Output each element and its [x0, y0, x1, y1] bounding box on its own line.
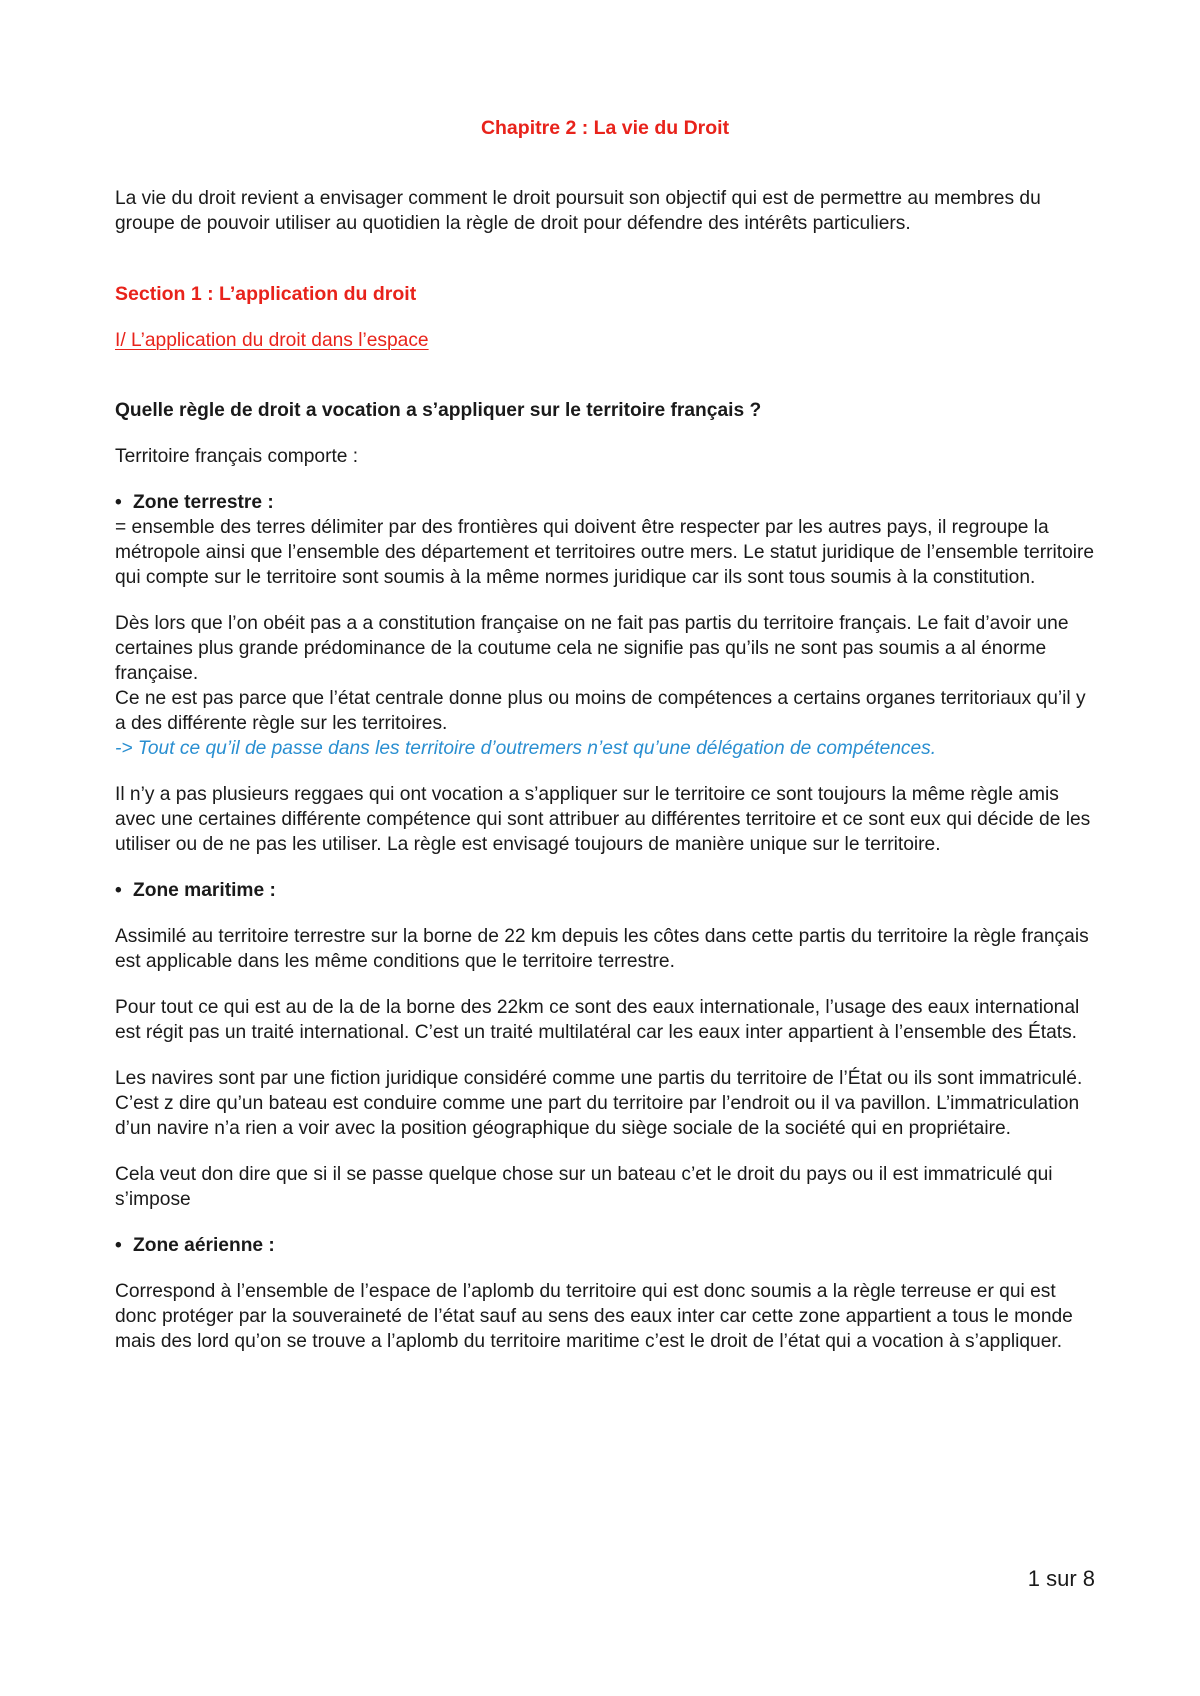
- zone-aerienne-title: Zone aérienne :: [133, 1235, 275, 1256]
- zone-aerienne-heading: [115, 1233, 1095, 1258]
- zone-terrestre-paragraph-1: = ensemble des terres délimiter par des frontières qui doivent être respecter par les autres pays, il regroupe la métropole ainsi que l’ensemble des département et territoires outre mers. Le statut juridique de l’ensemble territoire qui compte sur le territoire sont soumis à la même normes juridique car ils sont tous soumis à la constitution.: [115, 517, 1095, 588]
- question-heading: Quelle règle de droit a vocation a s’appliquer sur le territoire français ?: [115, 400, 762, 421]
- page-content: [115, 116, 1095, 1354]
- bullet-icon: •: [115, 1235, 122, 1256]
- bullet-icon: •: [115, 880, 122, 901]
- zone-terrestre-heading: [115, 490, 1095, 515]
- zone-maritime-heading: [115, 878, 1095, 903]
- zone-maritime-title: Zone maritime :: [133, 880, 276, 901]
- subsection-title: I/ L’application du droit dans l’espace: [115, 330, 429, 351]
- zone-maritime-paragraph-2: Pour tout ce qui est au de la de la borne des 22km ce sont des eaux internationale, l’usage des eaux international est régit pas un traité international. C’est un traité multilatéral car les eaux inter appartient à l’ensemble des États.: [115, 997, 1080, 1043]
- zone-maritime-paragraph-4: Cela veut don dire que si il se passe quelque chose sur un bateau c’et le droit du pays ou il est immatriculé qui s’impose: [115, 1164, 1053, 1210]
- zone-maritime-paragraph-3: Les navires sont par une fiction juridique considéré comme une partis du territoire de l’État ou ils sont immatriculé. C’est z dire qu’un bateau est conduire comme une part du territoire par l’endroit ou il va pavillon. L’immatriculation d’un navire n’a rien a voir avec la position géographique du siège sociale de la société qui en propriétaire.: [115, 1068, 1083, 1139]
- zone-terrestre-paragraph-2b: Ce ne est pas parce que l’état centrale donne plus ou moins de compétences a certains organes territoriaux qu’il y a des différente règle sur les territoires.: [115, 688, 1086, 734]
- territory-intro: Territoire français comporte :: [115, 446, 359, 467]
- zone-terrestre-title: Zone terrestre :: [133, 492, 274, 513]
- chapter-title: Chapitre 2 : La vie du Droit: [480, 117, 730, 139]
- zone-aerienne-paragraph-1: Correspond à l’ensemble de l’espace de l’aplomb du territoire qui est donc soumis a la règle terreuse er qui est donc protéger par la souveraineté de l’état sauf au sens des eaux inter car cette zone appartient a tous le monde mais des lord qu’on se trouve a l’aplomb du territoire maritime c’est le droit de l’état qui a vocation à s’appliquer.: [115, 1281, 1073, 1352]
- zone-terrestre-paragraph-3: Il n’y a pas plusieurs reggaes qui ont vocation a s’appliquer sur le territoire ce sont toujours la même règle amis avec une certaines différente compétence qui sont attribuer au différentes territoire et ce sont eux qui décide de les utiliser ou de ne pas les utiliser. La règle est envisagé toujours de manière unique sur le territoire.: [115, 784, 1091, 855]
- zone-maritime-paragraph-1: Assimilé au territoire terrestre sur la borne de 22 km depuis les côtes dans cette partis du territoire la règle français est applicable dans les même conditions que le territoire terrestre.: [115, 926, 1089, 972]
- page-number: 1 sur 8: [1027, 1566, 1095, 1591]
- intro-paragraph: La vie du droit revient a envisager comment le droit poursuit son objectif qui est de permettre au membres du groupe de pouvoir utiliser au quotidien la règle de droit pour défendre des intérêts particuliers.: [115, 188, 1041, 234]
- section-title: Section 1 : L’application du droit: [115, 283, 417, 305]
- bullet-icon: •: [115, 492, 122, 513]
- zone-terrestre-note: -> Tout ce qu’il de passe dans les territoire d’outremers n’est qu’une délégation de compétences.: [115, 738, 937, 759]
- zone-terrestre-paragraph-2a: Dès lors que l’on obéit pas a a constitution française on ne fait pas partis du territoire français. Le fait d’avoir une certaines plus grande prédominance de la coutume cela ne signifie pas qu’ils ne sont pas soumis a al énorme française.: [115, 613, 1069, 684]
